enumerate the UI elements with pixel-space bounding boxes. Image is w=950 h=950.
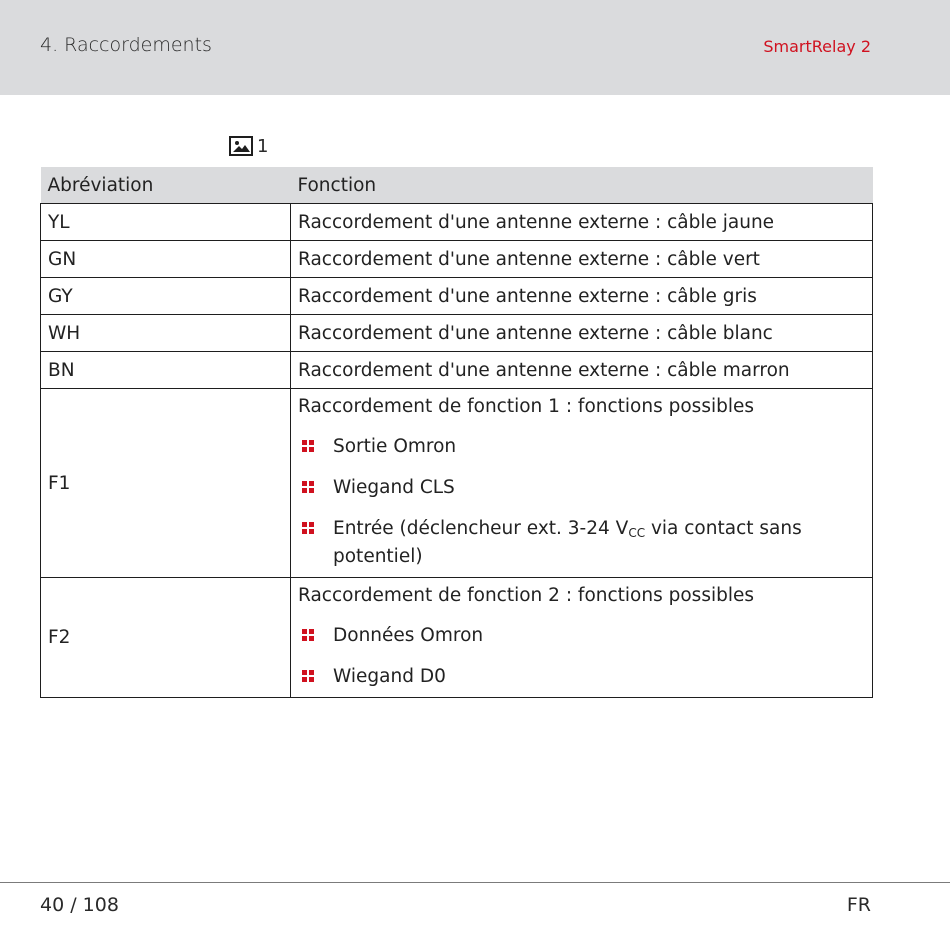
voltage-subscript: CC: [628, 526, 646, 540]
abbr-cell: BN: [41, 352, 291, 389]
product-name: SmartRelay 2: [763, 37, 871, 56]
table-row: [41, 241, 873, 278]
list-item-text: Wiegand CLS: [333, 477, 455, 498]
function-cell: Raccordement d'une antenne externe : câble jaune: [291, 204, 873, 241]
abbr-cell: F2: [41, 578, 291, 698]
figure-reference: [229, 134, 268, 158]
list-item-text: Données Omron: [333, 625, 484, 646]
abbr-cell: YL: [41, 204, 291, 241]
function-cell: Raccordement d'une antenne externe : câble blanc: [291, 315, 873, 352]
table-row: [41, 389, 873, 578]
function-cell: Raccordement d'une antenne externe : câble vert: [291, 241, 873, 278]
language-code: FR: [846, 894, 871, 916]
table-row: [41, 352, 873, 389]
bullet-icon: [302, 629, 314, 641]
function-cell: Raccordement d'une antenne externe : câble marron: [291, 352, 873, 389]
table-row: [41, 578, 873, 698]
list-item-text: [333, 515, 865, 571]
function-cell: [291, 389, 873, 578]
function-cell: Raccordement d'une antenne externe : câble gris: [291, 278, 873, 315]
abbr-cell: GY: [41, 278, 291, 315]
bullet-icon: [302, 481, 314, 493]
table-row: [41, 204, 873, 241]
function-cell: [291, 578, 873, 698]
footer-divider: [0, 882, 950, 883]
section-title: 4. Raccordements: [40, 34, 212, 56]
page-number: 40 / 108: [40, 894, 119, 916]
table-row: [41, 315, 873, 352]
abbr-cell: F1: [41, 389, 291, 578]
function-intro: Raccordement de fonction 2 : fonctions possibles: [298, 585, 754, 606]
voltage-text-rest: via contact sans potentiel): [333, 518, 802, 567]
function-intro: Raccordement de fonction 1 : fonctions possibles: [298, 396, 754, 417]
table-header-row: [41, 167, 873, 204]
bullet-icon: [302, 440, 314, 452]
list-item: [298, 474, 865, 502]
list-item: [298, 433, 865, 461]
list-item-text: Wiegand D0: [333, 666, 446, 687]
abbr-cell: GN: [41, 241, 291, 278]
list-item: [298, 622, 865, 650]
voltage-text: Entrée (déclencheur ext. 3-24 V: [333, 518, 629, 539]
bullet-icon: [302, 522, 314, 534]
list-item-text: Sortie Omron: [333, 436, 457, 457]
list-item: [298, 515, 865, 571]
list-item: [298, 663, 865, 691]
table-row: [41, 278, 873, 315]
figure-number: 1: [257, 135, 269, 157]
connections-table: [40, 167, 873, 698]
column-header-function: Fonction: [291, 167, 873, 204]
abbr-cell: WH: [41, 315, 291, 352]
page-header: [0, 0, 950, 95]
bullet-icon: [302, 670, 314, 682]
image-icon: [229, 136, 253, 156]
column-header-abbreviation: Abréviation: [41, 167, 291, 204]
